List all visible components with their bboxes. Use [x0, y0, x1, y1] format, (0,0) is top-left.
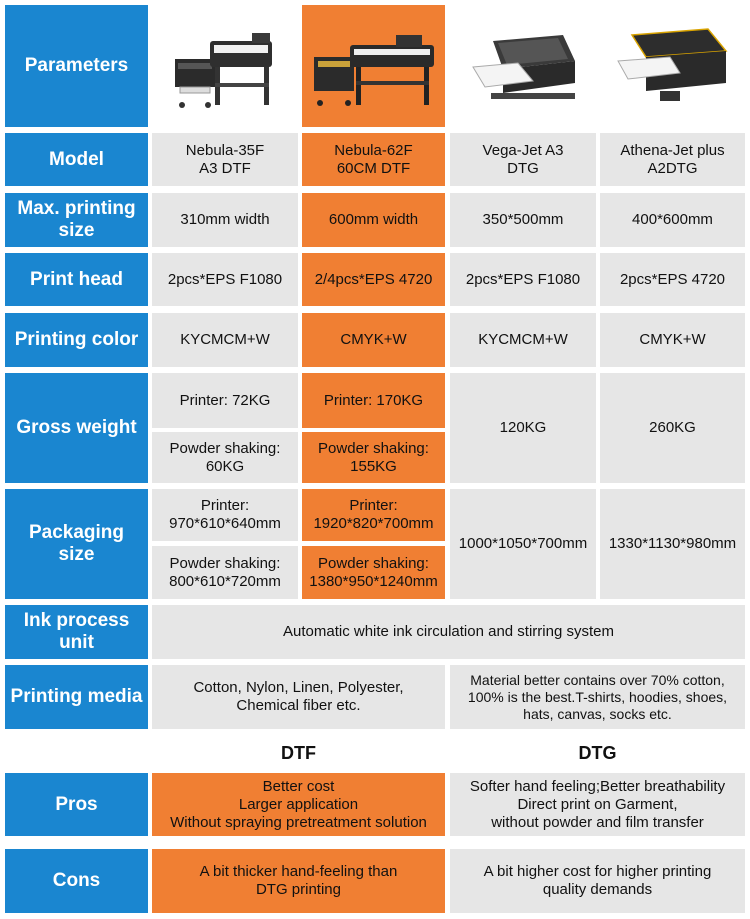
row-label-packaging-size: Packaging size [5, 489, 148, 599]
printing-color-cell-1: KYCMCM+W [152, 313, 298, 367]
printing-media-dtg-cell: Material better contains over 70% cotton, 100% is the best.T-shirts, hoodies, shoes, hats, canvas, socks etc. [450, 665, 745, 729]
dtg-section-title: DTG [578, 742, 617, 763]
product-image-vega-jet-a3 [450, 5, 596, 127]
gross-weight-printer-cell-2: Printer: 170KG [302, 373, 445, 428]
parameters-header: Parameters [5, 5, 148, 127]
gross-weight-cell-4: 260KG [600, 373, 745, 483]
gross-weight-shaker-cell-2: Powder shaking: 155KG [302, 432, 445, 483]
cons-dtg-cell: A bit higher cost for higher printing quality demands [450, 849, 745, 913]
ink-process-cell: Automatic white ink circulation and stirring system [152, 605, 745, 659]
packaging-shaker-cell-1: Powder shaking: 800*610*720mm [152, 546, 298, 599]
pros-dtg-cell: Softer hand feeling;Better breathability Direct print on Garment, without powder and film transfer [450, 773, 745, 836]
print-head-cell-1: 2pcs*EPS F1080 [152, 253, 298, 306]
printing-color-cell-3: KYCMCM+W [450, 313, 596, 367]
row-label-gross-weight: Gross weight [5, 373, 148, 483]
model-cell-3: Vega-Jet A3 DTG [450, 133, 596, 186]
packaging-shaker-cell-2: Powder shaking: 1380*950*1240mm [302, 546, 445, 599]
row-label-max-printing-size: Max. printing size [5, 193, 148, 247]
large-flatbed-dtg-printer-icon [610, 21, 735, 111]
packaging-cell-4: 1330*1130*980mm [600, 489, 745, 599]
packaging-cell-3: 1000*1050*700mm [450, 489, 596, 599]
model-cell-2: Nebula-62F 60CM DTF [302, 133, 445, 186]
row-label-printing-color: Printing color [5, 313, 148, 367]
printing-color-cell-4: CMYK+W [600, 313, 745, 367]
row-label-print-head: Print head [5, 253, 148, 306]
flatbed-dtg-printer-icon [463, 21, 583, 111]
row-label-model: Model [5, 133, 148, 186]
printing-media-dtf-cell: Cotton, Nylon, Linen, Polyester, Chemical fiber etc. [152, 665, 445, 729]
pros-dtf-cell: Better cost Larger application Without spraying pretreatment solution [152, 773, 445, 836]
gross-weight-cell-3: 120KG [450, 373, 596, 483]
product-image-nebula-62f [302, 5, 445, 127]
print-head-cell-2: 2/4pcs*EPS 4720 [302, 253, 445, 306]
cons-dtf-cell: A bit thicker hand-feeling than DTG printing [152, 849, 445, 913]
row-label-cons: Cons [5, 849, 148, 913]
max-printing-cell-4: 400*600mm [600, 193, 745, 247]
max-printing-cell-1: 310mm width [152, 193, 298, 247]
print-head-cell-4: 2pcs*EPS 4720 [600, 253, 745, 306]
row-label-pros: Pros [5, 773, 148, 836]
product-image-athena-jet-plus [600, 5, 745, 127]
packaging-printer-cell-2: Printer: 1920*820*700mm [302, 489, 445, 541]
max-printing-cell-3: 350*500mm [450, 193, 596, 247]
dtf-printer-with-powder-shaker-icon [160, 19, 290, 114]
row-label-printing-media: Printing media [5, 665, 148, 729]
row-label-ink-process-unit: Ink process unit [5, 605, 148, 659]
product-image-nebula-35f [152, 5, 298, 127]
max-printing-cell-2: 600mm width [302, 193, 445, 247]
packaging-printer-cell-1: Printer: 970*610*640mm [152, 489, 298, 541]
gross-weight-printer-cell-1: Printer: 72KG [152, 373, 298, 428]
print-head-cell-3: 2pcs*EPS F1080 [450, 253, 596, 306]
model-cell-1: Nebula-35F A3 DTF [152, 133, 298, 186]
wide-dtf-printer-with-powder-shaker-icon [306, 19, 441, 114]
model-cell-4: Athena-Jet plus A2DTG [600, 133, 745, 186]
gross-weight-shaker-cell-1: Powder shaking: 60KG [152, 432, 298, 483]
printing-color-cell-2: CMYK+W [302, 313, 445, 367]
dtf-section-title: DTF [281, 742, 316, 763]
